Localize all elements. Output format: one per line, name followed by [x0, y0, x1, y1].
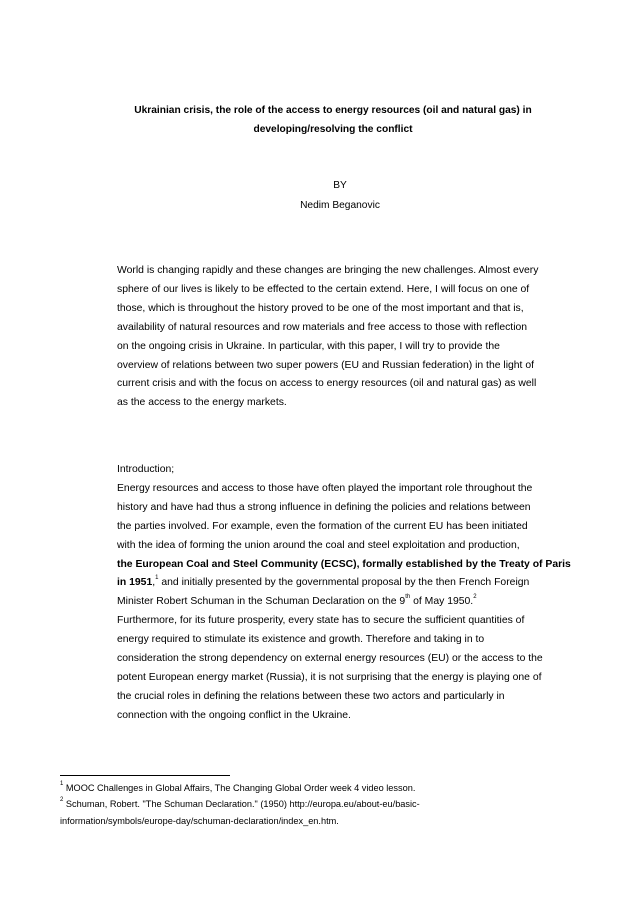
intro-line: energy required to stimulate its existence and growth. Therefore and taking in to — [117, 634, 485, 646]
abstract-line: World is changing rapidly and these changes are bringing the new challenges. Almost every — [117, 265, 539, 276]
abstract-paragraph — [117, 262, 538, 413]
intro-line: the crucial roles in defining the relations between these two actors and particularly in — [117, 690, 505, 702]
ordinal-suffix: th — [405, 594, 411, 601]
abstract-line: on the ongoing crisis in Ukraine. In particular, with this paper, I will try to provide the — [117, 340, 500, 352]
intro-text: and initially presented by the governmental proposal by the then French Foreign — [158, 577, 530, 589]
footnote-url[interactable]: information/symbols/europe-day/schuman-declaration/index_en.htm. — [60, 816, 339, 826]
intro-line — [117, 556, 571, 575]
intro-line — [117, 574, 571, 593]
footnote-1 — [60, 780, 415, 796]
abstract-line: as the access to the energy markets. — [117, 397, 287, 409]
byline — [240, 176, 440, 216]
intro-line: history and have had thus a strong influence in defining the policies and relations between — [117, 501, 531, 513]
abstract-line: sphere of our lives is likely to be effected to the certain extend. Here, I will focus on one of — [117, 283, 530, 295]
bold-text: in 1951 — [117, 577, 153, 589]
abstract-line: current crisis and with the focus on access to energy resources (oil and natural gas) as well — [117, 378, 537, 390]
footnote-ref-1[interactable]: 1 — [155, 575, 159, 582]
intro-line — [117, 593, 571, 612]
document-title — [118, 101, 548, 139]
footnote-2-continued[interactable] — [60, 813, 339, 829]
abstract-line: those, which is throughout the history proved to be one of the most important and that is, — [117, 302, 524, 314]
byline-by: BY — [333, 180, 347, 191]
footnote-text: MOOC Challenges in Global Affairs, The Changing Global Order week 4 video lesson. — [63, 783, 416, 793]
intro-text: of May 1950. — [410, 596, 474, 608]
title-line-2: developing/resolving the conflict — [253, 124, 413, 135]
comma: , — [152, 577, 156, 589]
intro-line: Furthermore, for its future prosperity, every state has to secure the sufficient quantities of — [117, 615, 525, 627]
intro-line: consideration the strong dependency on external energy resources (EU) or the access to the — [117, 653, 543, 665]
introduction-section — [117, 461, 571, 726]
author-name: Nedim Beganovic — [300, 200, 380, 211]
footnote-separator — [60, 775, 230, 776]
title-line-1: Ukrainian crisis, the role of the access to energy resources (oil and natural gas) in — [134, 105, 532, 116]
abstract-line: availability of natural resources and row materials and free access to those with reflection — [117, 321, 528, 333]
footnote-ref-2[interactable]: 2 — [473, 594, 477, 601]
intro-line: the parties involved. For example, even the formation of the current EU has been initiated — [117, 520, 528, 532]
abstract-line: overview of relations between two super powers (EU and Russian federation) in the light of — [117, 359, 535, 371]
intro-line: potent European energy market (Russia), it is not surprising that the energy is playing one of — [117, 671, 542, 683]
intro-text: Minister Robert Schuman in the Schuman Declaration on the 9 — [117, 596, 406, 608]
section-heading: Introduction; — [117, 464, 175, 475]
intro-line: Energy resources and access to those have often played the important role throughout the — [117, 482, 533, 494]
intro-line: with the idea of forming the union around the coal and steel exploitation and production, — [117, 539, 520, 551]
footnote-number: 1 — [60, 781, 64, 787]
intro-line: connection with the ongoing conflict in the Ukraine. — [117, 709, 351, 721]
footnote-text: Schuman, Robert. "The Schuman Declaration." (1950) http://europa.eu/about-eu/basic- — [63, 799, 420, 809]
bold-text: the European Coal and Steel Community (ECSC), formally established by the Treaty of Paris — [117, 558, 571, 570]
footnote-number: 2 — [60, 797, 64, 803]
footnote-2 — [60, 796, 420, 812]
